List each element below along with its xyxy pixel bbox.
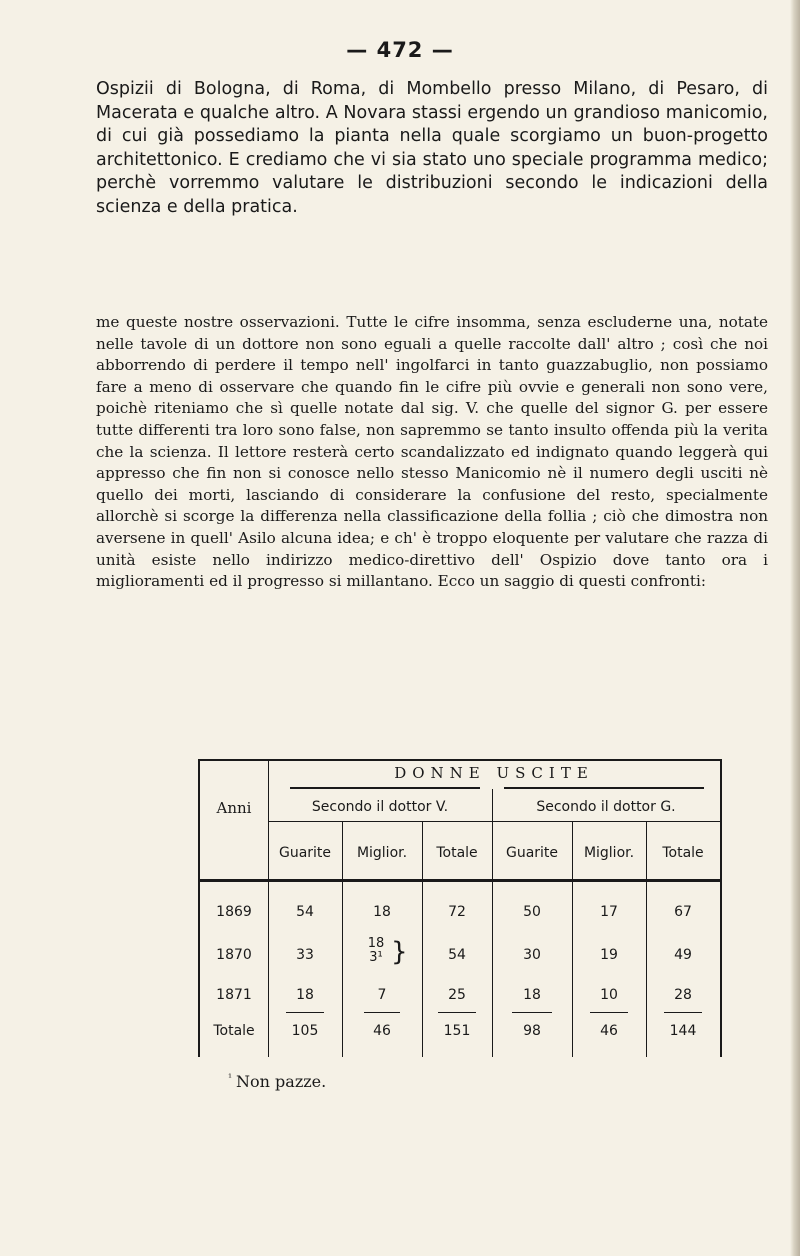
- table-cell: 67: [674, 904, 692, 920]
- brace-left: [290, 787, 480, 789]
- table-cell: 18: [523, 987, 541, 1003]
- total-cell: 46: [600, 1023, 618, 1039]
- table-cell: 50: [523, 904, 541, 920]
- table-cell: 7: [377, 987, 387, 1003]
- col-header-miglior-g: Miglior.: [583, 845, 635, 861]
- page-number: — 472 —: [346, 38, 454, 62]
- total-rule: [438, 1012, 476, 1013]
- miglior-split-note: [362, 937, 390, 965]
- anni-header: Anni: [216, 799, 252, 817]
- table-cell: 30: [523, 947, 541, 963]
- table-cell: 54: [448, 947, 466, 963]
- col-header-miglior-v: Miglior.: [356, 845, 408, 861]
- total-rule: [590, 1012, 628, 1013]
- table-cell: 33: [296, 947, 314, 963]
- table-cell: 54: [296, 904, 314, 920]
- footnote-marker: ¹: [228, 1073, 233, 1084]
- group-separator: [492, 789, 493, 1057]
- footnote-text: Non pazze.: [236, 1072, 327, 1091]
- table-cell: 18: [373, 904, 391, 920]
- table-cell: 18: [296, 987, 314, 1003]
- body-paragraph-1: Ospizii di Bologna, di Roma, di Mombello presso Milano, di Pesaro, di Macerata e qualche altro. A Novara stassi ergendo un grandioso manicomio, di cui già possediamo la pianta nella quale scorgiamo un buon-progetto architettonico. E crediamo che vi sia stato uno speciale programma medico; perchè vorremmo valutare le distribuzioni secondo le indicazioni della scienza e della pratica.: [96, 79, 768, 217]
- col-header-guarite-v: Guarite: [278, 845, 332, 861]
- total-cell: 98: [523, 1023, 541, 1039]
- group-header-g: Secondo il dottor G.: [536, 799, 676, 815]
- brace-icon: }: [391, 937, 408, 967]
- table-top-rule: [198, 759, 722, 761]
- table-cell: 19: [600, 947, 618, 963]
- page-edge: [790, 0, 800, 1256]
- miglior-split-top: 18: [367, 936, 385, 951]
- table-cell: 10: [600, 987, 618, 1003]
- group-g-rule: [492, 821, 720, 822]
- row-year: 1870: [216, 947, 252, 963]
- table-cell: 49: [674, 947, 692, 963]
- col-header-totale-v: Totale: [436, 845, 478, 861]
- body-paragraph-2: me queste nostre osservazioni. Tutte le cifre insomma, senza escluderne una, notate nelle tavole di un dottore non sono eguali a quelle raccolte dall' altro ; così che noi abborrendo di perdere il tempo nell' ingolfarci in tanto guazzabuglio, non possiamo fare a meno di osservare che quando fin le cifre più ovvie e generali non sono vere, poichè riteniamo che sì quelle notate dal sig. V. che quelle del signor G. per essere tutte differenti tra loro sono false, non sapremmo se tanto insulto offenda più la verita che la scienza. Il lettore resterà certo scandalizzato ed indignato quando leggerà qui appresso che fin non si conosce nello stesso Manicomio nè il numero degli usciti nè quello dei morti, lasciando di considerare la confusione del resto, specialmente allorchè si scorge la differenza nella classificazione della follia ; ciò che dimostra non aversene in quell' Asilo alcuna idea; e ch' è troppo eloquente per valutare che razza di unità esiste nello indirizzo medico-direttivo dell' Ospizio dove tanto ora i miglioramenti ed il progresso si millantano. Ecco un saggio di questi confronti:: [96, 313, 768, 591]
- row-year: 1869: [216, 904, 252, 920]
- total-rule: [664, 1012, 702, 1013]
- table-title: DONNE USCITE: [394, 764, 594, 782]
- total-rule: [286, 1012, 324, 1013]
- header-bottom-rule: [198, 879, 722, 882]
- table-cell: 17: [600, 904, 618, 920]
- group-header-v: Secondo il dottor V.: [311, 799, 449, 815]
- total-cell: 105: [291, 1023, 319, 1039]
- total-rule: [364, 1012, 400, 1013]
- row-year: 1871: [216, 987, 252, 1003]
- miglior-split-bottom: 3¹: [369, 950, 383, 965]
- table-right-rule: [720, 759, 722, 1057]
- col-header-guarite-g: Guarite: [505, 845, 559, 861]
- total-label: Totale: [213, 1023, 255, 1039]
- total-cell: 144: [669, 1023, 697, 1039]
- group-v-rule: [268, 821, 492, 822]
- total-cell: 151: [443, 1023, 471, 1039]
- table-cell: 25: [448, 987, 466, 1003]
- total-cell: 46: [373, 1023, 391, 1039]
- table-cell: 28: [674, 987, 692, 1003]
- brace-right: [504, 787, 704, 789]
- col-header-totale-g: Totale: [662, 845, 704, 861]
- table-cell: 72: [448, 904, 466, 920]
- footnote: [228, 1072, 326, 1091]
- total-rule: [512, 1012, 552, 1013]
- donne-uscite-table: [198, 759, 722, 1059]
